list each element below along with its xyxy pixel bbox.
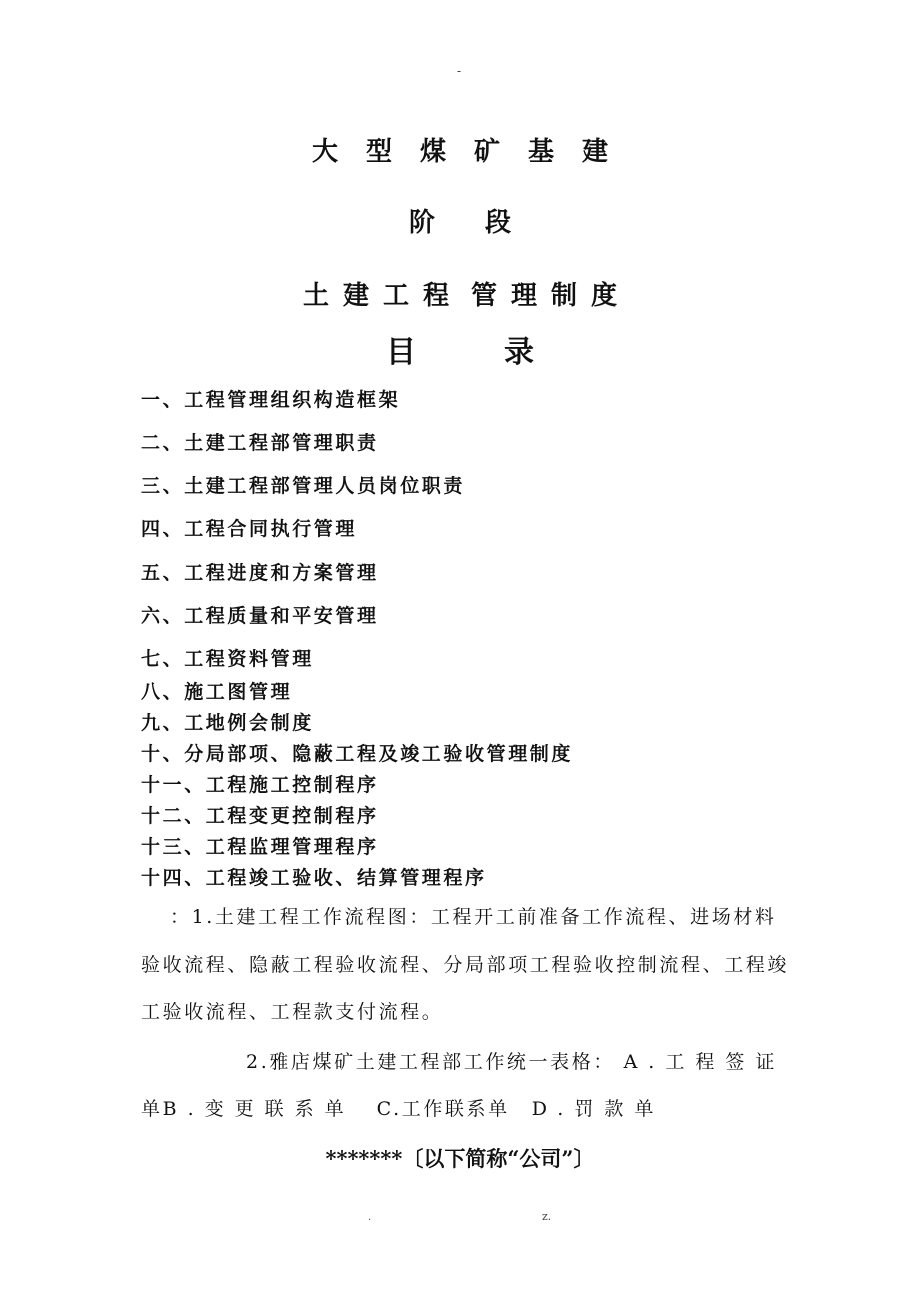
attachment-para2-line2 bbox=[141, 1097, 664, 1121]
toc-item: 七、工程资料管理 bbox=[141, 648, 314, 670]
toc-item: 十一、工程施工控制程序 bbox=[141, 774, 379, 796]
company-abbreviation-note: *******〔以下简称“公司”〕 bbox=[325, 1146, 595, 1171]
title-part-management-system: 管理制度 bbox=[471, 281, 632, 311]
toc-item: 八、施工图管理 bbox=[141, 681, 293, 703]
toc-item: 十三、工程监理管理程序 bbox=[141, 836, 379, 858]
attachment-para2-line1 bbox=[246, 1050, 785, 1074]
toc-item: 四、工程合同执行管理 bbox=[141, 518, 358, 540]
attachment-para1-line3: 工验收流程、工程款支付流程。 bbox=[141, 1001, 444, 1023]
form-a-label-end: 单 bbox=[141, 1098, 163, 1120]
toc-item: 一、工程管理组织构造框架 bbox=[141, 389, 401, 411]
form-a-label: A.工程签证 bbox=[623, 1051, 786, 1073]
form-b-label: B.变更联系单 bbox=[162, 1098, 355, 1120]
attachment-para1-line1: ：1.土建工程工作流程图：工程开工前准备工作流程、进场材料 bbox=[170, 906, 777, 928]
toc-item: 二、土建工程部管理职责 bbox=[141, 432, 379, 454]
form-c-label: C.工作联系单 bbox=[376, 1098, 510, 1120]
toc-item: 十二、工程变更控制程序 bbox=[141, 805, 379, 827]
page-header-mark: - bbox=[457, 64, 462, 78]
toc-item: 九、工地例会制度 bbox=[141, 712, 314, 734]
title-part-civil-engineering: 土建工程 bbox=[302, 281, 463, 311]
form-d-label: D.罚款单 bbox=[531, 1098, 665, 1120]
toc-item: 五、工程进度和方案管理 bbox=[141, 562, 379, 584]
toc-item: 十、分局部项、隐蔽工程及竣工验收管理制度 bbox=[141, 743, 574, 765]
toc-item: 六、工程质量和平安管理 bbox=[141, 605, 379, 627]
unified-forms-intro: 2.雅店煤矿土建工程部工作统一表格： bbox=[246, 1051, 615, 1073]
footer-right-mark: z. bbox=[542, 1210, 552, 1223]
toc-item: 三、土建工程部管理人员岗位职责 bbox=[141, 475, 466, 497]
toc-item: 十四、工程竣工验收、结算管理程序 bbox=[141, 867, 487, 889]
document-title-line-3 bbox=[0, 281, 920, 311]
footer-left-mark: . bbox=[368, 1212, 372, 1223]
document-title-line-1: 大型煤矿基建 bbox=[311, 137, 636, 167]
document-title-line-2: 阶段 bbox=[408, 208, 561, 238]
toc-heading: 目录 bbox=[386, 335, 622, 370]
attachment-para1-line2: 验收流程、隐蔽工程验收流程、分局部项工程验收控制流程、工程竣 bbox=[141, 954, 790, 976]
